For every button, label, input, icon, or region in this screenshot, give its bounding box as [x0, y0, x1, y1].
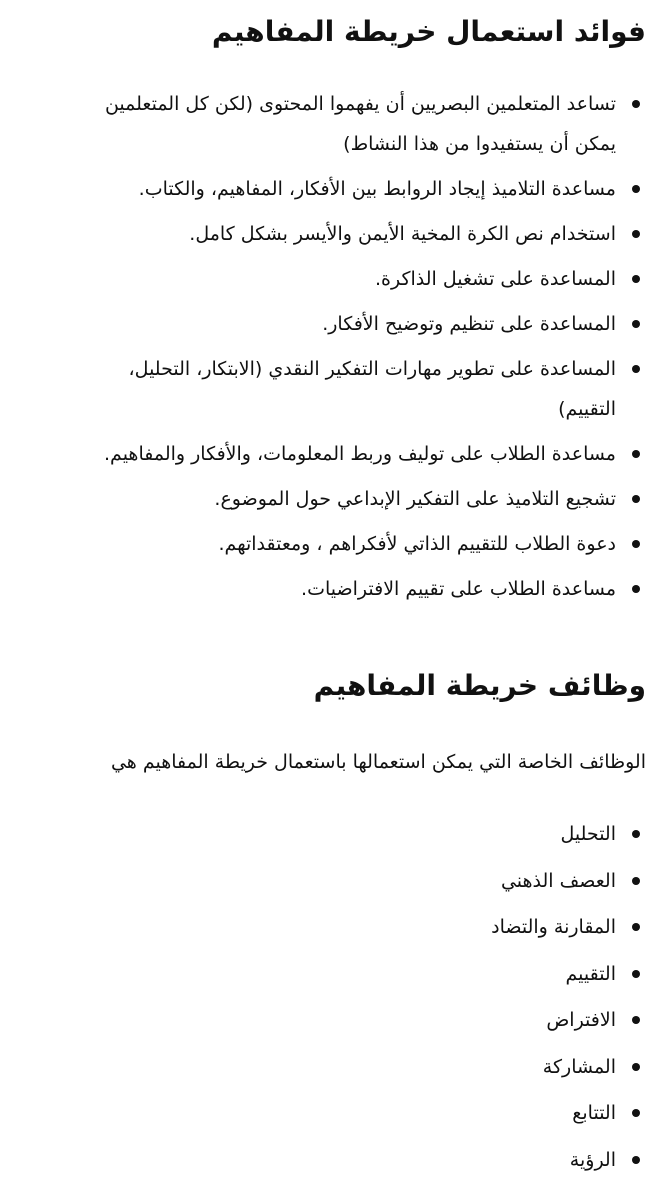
list-item [86, 1093, 646, 1133]
bullet-icon [632, 450, 640, 458]
list-item [86, 907, 646, 947]
list-item [86, 304, 646, 344]
list-item-text: الرؤية [569, 1148, 616, 1171]
bullet-icon [632, 230, 640, 238]
list-item [86, 814, 646, 854]
list-item [86, 259, 646, 299]
list-item-text: مساعدة الطلاب على تقييم الافتراضيات. [301, 578, 616, 600]
list-item [86, 1000, 646, 1040]
bullet-icon [632, 585, 640, 593]
bullet-icon [632, 1156, 640, 1164]
list-item-text: استخدام نص الكرة المخية الأيمن والأيسر بشكل كامل. [189, 223, 616, 245]
list-item [86, 214, 646, 254]
list-item-text: تشجيع التلاميذ على التفكير الإبداعي حول الموضوع. [214, 488, 616, 510]
list-item [86, 524, 646, 564]
bullet-icon [632, 1063, 640, 1071]
benefits-list [86, 84, 646, 614]
list-item [86, 569, 646, 609]
functions-list [86, 814, 646, 1186]
bullet-icon [632, 970, 640, 978]
bullet-icon [632, 185, 640, 193]
list-item [86, 1047, 646, 1087]
list-item-text: مساعدة الطلاب على توليف وربط المعلومات، والأفكار والمفاهيم. [104, 443, 616, 465]
list-item-text: التحليل [560, 823, 616, 845]
bullet-icon [632, 100, 640, 108]
list-item [86, 84, 646, 164]
list-item [86, 434, 646, 474]
bullet-icon [632, 923, 640, 931]
bullet-icon [632, 320, 640, 328]
list-item-text: العصف الذهني [500, 869, 616, 892]
list-item [86, 349, 646, 429]
list-item-text: المساعدة على تنظيم وتوضيح الأفكار. [322, 313, 616, 335]
list-item [86, 954, 646, 994]
bullet-icon [632, 275, 640, 283]
bullet-icon [632, 540, 640, 548]
bullet-icon [632, 1016, 640, 1024]
functions-intro: الوظائف الخاصة التي يمكن استعمالها باستعمال خريطة المفاهيم هي [110, 751, 646, 773]
list-item [86, 169, 646, 209]
list-item-text: المساعدة على تطوير مهارات التفكير النقدي (الابتكار، التحليل، التقييم) [128, 358, 616, 420]
list-item [86, 479, 646, 519]
list-item-text: التتابع [572, 1102, 616, 1124]
list-item [86, 861, 646, 901]
list-item-text: المقارنة والتضاد [491, 916, 616, 938]
bullet-icon [632, 830, 640, 838]
bullet-icon [632, 877, 640, 885]
list-item-text: تساعد المتعلمين البصريين أن يفهموا المحتوى (لكن كل المتعلمين يمكن أن يستفيدوا من هذا النشاط) [104, 93, 616, 155]
bullet-icon [632, 365, 640, 373]
list-item-text: المساعدة على تشغيل الذاكرة. [374, 268, 616, 290]
list-item-text: المشاركة [542, 1055, 616, 1078]
functions-heading: وظائف خريطة المفاهيم [313, 669, 646, 702]
list-item-text: التقييم [565, 962, 616, 985]
bullet-icon [632, 495, 640, 503]
list-item [86, 1140, 646, 1180]
bullet-icon [632, 1109, 640, 1117]
benefits-heading: فوائد استعمال خريطة المفاهيم [211, 15, 646, 48]
list-item-text: الافتراض [546, 1009, 616, 1031]
list-item-text: دعوة الطلاب للتقييم الذاتي لأفكراهم ، ومعتقداتهم. [218, 533, 616, 555]
list-item-text: مساعدة التلاميذ إيجاد الروابط بين الأفكار، المفاهيم، والكتاب. [138, 178, 616, 200]
